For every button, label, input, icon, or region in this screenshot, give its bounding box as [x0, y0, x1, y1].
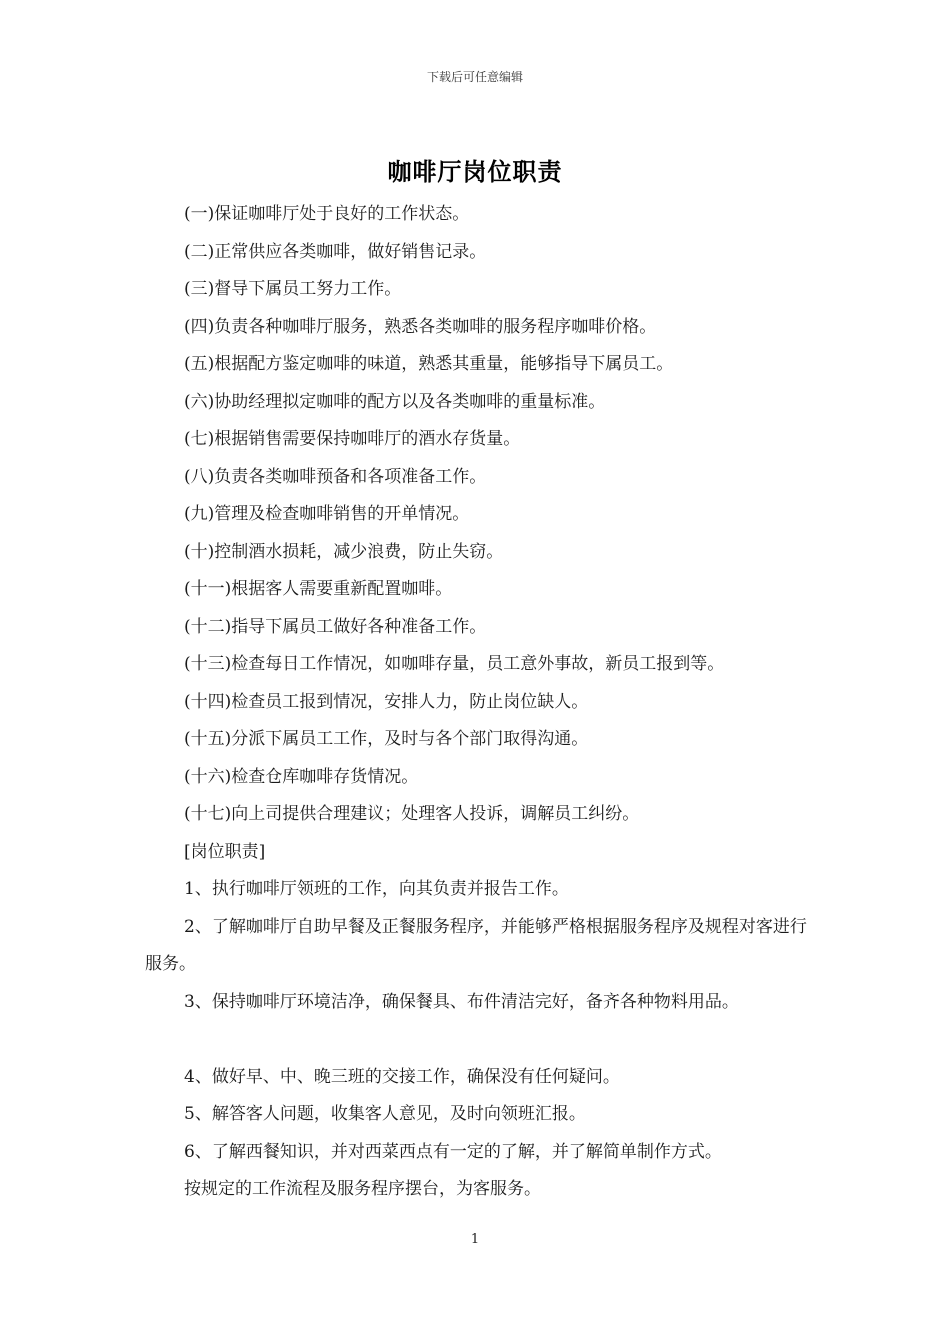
page-number: 1: [470, 1232, 480, 1247]
responsibility-item: (十四)检查员工报到情况，安排人力，防止岗位缺人。: [184, 691, 589, 712]
document-body: [145, 196, 810, 1209]
duty-item: 3、保持咖啡厅环境洁净，确保餐具、布件清洁完好，备齐各种物料用品。: [184, 991, 739, 1012]
responsibility-item: (十一)根据客人需要重新配置咖啡。: [184, 579, 453, 599]
responsibility-item: (五)根据配方鉴定咖啡的味道，熟悉其重量，能够指导下属员工。: [184, 354, 674, 374]
responsibility-item: (二)正常供应各类咖啡，做好销售记录。: [184, 241, 487, 262]
responsibility-item: (十五)分派下属员工工作，及时与各个部门取得沟通。: [184, 729, 589, 749]
duty-item: 2、了解咖啡厅自助早餐及正餐服务程序，并能够严格根据服务程序及规程对客进行服务。: [145, 916, 807, 974]
blank-line: [145, 1021, 810, 1059]
responsibility-item: (四)负责各种咖啡厅服务，熟悉各类咖啡的服务程序咖啡价格。: [184, 316, 657, 337]
responsibility-item: (十三)检查每日工作情况，如咖啡存量，员工意外事故，新员工报到等。: [184, 654, 725, 674]
duty-item: 6、了解西餐知识，并对西菜西点有一定的了解，并了解简单制作方式。: [184, 1141, 722, 1162]
duty-item: 5、解答客人问题，收集客人意见，及时向领班汇报。: [184, 1104, 586, 1124]
responsibility-item: (六)协助经理拟定咖啡的配方以及各类咖啡的重量标准。: [184, 391, 606, 412]
document-title: 咖啡厅岗位职责: [387, 157, 563, 186]
duty-item: 按规定的工作流程及服务程序摆台，为客服务。: [184, 1179, 541, 1199]
responsibility-item: (十二)指导下属员工做好各种准备工作。: [184, 616, 487, 637]
responsibility-item: (九)管理及检查咖啡销售的开单情况。: [184, 504, 470, 524]
responsibility-item: (十)控制酒水损耗，减少浪费，防止失窃。: [184, 541, 504, 562]
duty-item: 4、做好早、中、晚三班的交接工作，确保没有任何疑问。: [184, 1066, 620, 1087]
duty-item: 1、执行咖啡厅领班的工作，向其负责并报告工作。: [184, 879, 569, 899]
responsibility-item: (七)根据销售需要保持咖啡厅的酒水存货量。: [184, 429, 521, 449]
responsibility-item: (三)督导下属员工努力工作。: [184, 279, 402, 299]
section-heading: [岗位职责]: [184, 841, 266, 862]
responsibility-item: (一)保证咖啡厅处于良好的工作状态。: [184, 204, 470, 224]
page-header-note: 下载后可任意编辑: [426, 70, 523, 84]
responsibility-item: (十六)检查仓库咖啡存货情况。: [184, 766, 419, 787]
responsibility-item: (八)负责各类咖啡预备和各项准备工作。: [184, 466, 487, 487]
responsibility-item: (十七)向上司提供合理建议；处理客人投诉，调解员工纠纷。: [184, 804, 640, 824]
